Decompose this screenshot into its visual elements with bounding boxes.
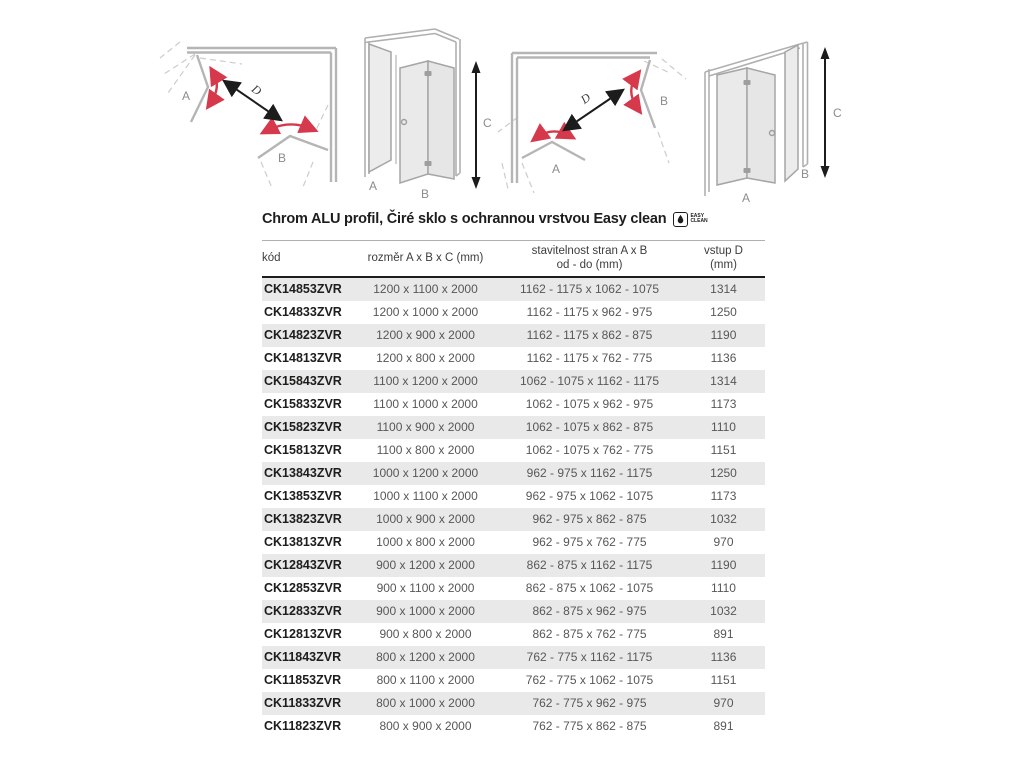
diagram-3d-left — [355, 24, 495, 209]
cell-code: CK15823ZVR — [264, 420, 342, 435]
cell-range: 762 - 775 x 962 - 975 — [532, 696, 647, 711]
cell-range: 862 - 875 x 762 - 775 — [532, 627, 647, 642]
cell-code: CK12843ZVR — [264, 558, 342, 573]
cell-entry: 891 — [713, 719, 734, 734]
table-row — [262, 646, 765, 669]
table-body — [262, 277, 765, 738]
table-row — [262, 416, 765, 439]
cell-range: 1162 - 1175 x 1062 - 1075 — [520, 282, 659, 297]
cell-range: 1162 - 1175 x 762 - 775 — [526, 351, 653, 366]
table-header-row — [262, 241, 765, 277]
label-d: D — [577, 90, 594, 107]
cell-range: 962 - 975 x 762 - 775 — [532, 535, 647, 550]
label-a: A — [182, 89, 191, 103]
table-row — [262, 393, 765, 416]
cell-size: 900 x 800 x 2000 — [379, 627, 472, 642]
cell-code: CK13813ZVR — [264, 535, 342, 550]
cell-size: 1000 x 1200 x 2000 — [372, 466, 479, 481]
cell-code: CK13843ZVR — [264, 466, 342, 481]
cell-size: 800 x 900 x 2000 — [379, 719, 472, 734]
cell-size: 1200 x 800 x 2000 — [376, 351, 475, 366]
product-table — [262, 240, 765, 738]
table-row — [262, 508, 765, 531]
label-a: A — [742, 191, 751, 205]
hinge-icon — [425, 71, 432, 76]
swing-arrow-a-icon — [536, 131, 570, 138]
col-header-size: rozměr A x B x C (mm) — [354, 241, 497, 277]
swing-dashes — [160, 42, 328, 188]
cell-code: CK13853ZVR — [264, 489, 342, 504]
walls — [512, 53, 657, 183]
label-c: C — [483, 116, 492, 130]
cell-code: CK15843ZVR — [264, 374, 342, 389]
cell-entry: 1032 — [710, 512, 737, 527]
cell-range: 762 - 775 x 1162 - 1175 — [526, 650, 653, 665]
cell-range: 862 - 875 x 962 - 975 — [532, 604, 647, 619]
cell-size: 900 x 1200 x 2000 — [376, 558, 475, 573]
label-b: B — [278, 151, 287, 165]
cell-entry: 1110 — [711, 420, 736, 435]
cell-size: 1000 x 1100 x 2000 — [373, 489, 478, 504]
cell-range: 962 - 975 x 862 - 875 — [532, 512, 647, 527]
cell-range: 962 - 975 x 1162 - 1175 — [526, 466, 653, 481]
cell-size: 800 x 1000 x 2000 — [376, 696, 475, 711]
entry-arrow-d-icon — [567, 92, 620, 128]
table-row — [262, 692, 765, 715]
cell-code: CK11833ZVR — [264, 696, 342, 711]
cell-entry: 1250 — [710, 466, 737, 481]
swing-arrow-a-icon — [210, 72, 217, 104]
table-row — [262, 531, 765, 554]
cell-size: 900 x 1000 x 2000 — [376, 604, 475, 619]
cell-code: CK11823ZVR — [264, 719, 342, 734]
cell-code: CK12853ZVR — [264, 581, 342, 596]
title-row — [262, 211, 782, 227]
cell-entry: 1151 — [710, 443, 737, 458]
label-a: A — [369, 179, 378, 193]
table-row — [262, 577, 765, 600]
table-row — [262, 277, 765, 301]
table-row — [262, 301, 765, 324]
table-row — [262, 324, 765, 347]
cell-entry: 1173 — [710, 397, 737, 412]
hinge-icon — [744, 168, 751, 173]
cell-entry: 1136 — [710, 650, 737, 665]
cell-size: 800 x 1100 x 2000 — [376, 673, 475, 688]
cell-size: 1100 x 1200 x 2000 — [373, 374, 478, 389]
cell-code: CK14833ZVR — [264, 305, 342, 320]
table-row — [262, 462, 765, 485]
water-drop-icon — [673, 212, 688, 227]
label-b: B — [421, 187, 430, 201]
door-a-bifold — [717, 68, 775, 185]
door-b-bifold — [400, 61, 454, 183]
cell-entry: 1136 — [710, 351, 737, 366]
cell-size: 1100 x 1000 x 2000 — [373, 397, 478, 412]
table-row — [262, 347, 765, 370]
cell-entry: 970 — [713, 535, 734, 550]
diagram-topview-right — [492, 33, 692, 201]
cell-code: CK15833ZVR — [264, 397, 342, 412]
cell-entry: 1314 — [710, 374, 737, 389]
easy-clean-badge — [673, 212, 707, 227]
cell-range: 1062 - 1075 x 762 - 775 — [525, 443, 654, 458]
cell-range: 1062 - 1075 x 962 - 975 — [525, 397, 654, 412]
cell-size: 1000 x 900 x 2000 — [376, 512, 475, 527]
hinge-icon — [425, 161, 432, 166]
cell-entry: 1190 — [710, 558, 737, 573]
cell-range: 862 - 875 x 1162 - 1175 — [526, 558, 653, 573]
easy-clean-text: EASY CLEAN — [690, 212, 708, 224]
cell-range: 762 - 775 x 1062 - 1075 — [525, 673, 654, 688]
label-d: D — [249, 81, 265, 99]
cell-size: 1100 x 800 x 2000 — [376, 443, 475, 458]
cell-entry: 1190 — [710, 328, 737, 343]
cell-entry: 1032 — [710, 604, 737, 619]
diagram-3d-right — [693, 22, 845, 210]
cell-code: CK14853ZVR — [264, 282, 342, 297]
col-header-range: stavitelnost stran A x B od - do (mm) — [497, 241, 682, 277]
door-a — [522, 142, 585, 160]
cell-size: 1200 x 1000 x 2000 — [372, 305, 479, 320]
cell-size: 1200 x 900 x 2000 — [376, 328, 475, 343]
cell-size: 900 x 1100 x 2000 — [376, 581, 475, 596]
door-b — [258, 136, 328, 158]
cell-entry: 1151 — [710, 673, 737, 688]
cell-entry: 970 — [713, 696, 734, 711]
door-a — [191, 55, 208, 122]
cell-entry: 1173 — [710, 489, 737, 504]
table-row — [262, 485, 765, 508]
col-header-entry: vstup D (mm) — [682, 241, 765, 277]
cell-code: CK14823ZVR — [264, 328, 342, 343]
cell-code: CK12833ZVR — [264, 604, 342, 619]
diagram-topview-left — [158, 30, 353, 192]
cell-size: 1000 x 800 x 2000 — [376, 535, 475, 550]
cell-code: CK11853ZVR — [264, 673, 342, 688]
cell-range: 1062 - 1075 x 862 - 875 — [525, 420, 654, 435]
height-arrow-c-icon — [821, 47, 830, 178]
door-a-panel — [369, 44, 391, 172]
cell-code: CK15813ZVR — [264, 443, 342, 458]
hinge-icon — [744, 80, 751, 85]
cell-range: 862 - 875 x 1062 - 1075 — [525, 581, 654, 596]
label-b: B — [660, 94, 669, 108]
cell-range: 962 - 975 x 1062 - 1075 — [525, 489, 654, 504]
swing-dashes — [498, 59, 686, 193]
swing-arrow-b-icon — [631, 75, 638, 109]
cell-size: 1100 x 900 x 2000 — [376, 420, 475, 435]
label-a: A — [552, 162, 561, 176]
cell-code: CK13823ZVR — [264, 512, 342, 527]
door-b-panel — [785, 45, 798, 181]
col-header-code: kód — [262, 241, 354, 277]
table-row — [262, 370, 765, 393]
cell-code: CK14813ZVR — [264, 351, 342, 366]
height-arrow-c-icon — [472, 61, 481, 189]
cell-range: 1162 - 1175 x 862 - 875 — [526, 328, 653, 343]
cell-code: CK11843ZVR — [264, 650, 342, 665]
table-row — [262, 554, 765, 577]
cell-code: CK12813ZVR — [264, 627, 342, 642]
door-b — [641, 60, 655, 128]
page-title: Chrom ALU profil, Čiré sklo s ochrannou vrstvou Easy clean — [262, 211, 667, 227]
cell-entry: 1110 — [711, 581, 736, 596]
cell-entry: 1314 — [710, 282, 737, 297]
cell-range: 1062 - 1075 x 1162 - 1175 — [520, 374, 659, 389]
cell-size: 800 x 1200 x 2000 — [376, 650, 475, 665]
cell-range: 762 - 775 x 862 - 875 — [532, 719, 647, 734]
cell-entry: 1250 — [710, 305, 737, 320]
table-row — [262, 669, 765, 692]
table-row — [262, 623, 765, 646]
cell-range: 1162 - 1175 x 962 - 975 — [526, 305, 653, 320]
swing-arrow-b-icon — [266, 124, 312, 131]
label-c: C — [833, 106, 842, 120]
table-row — [262, 715, 765, 738]
table-row — [262, 600, 765, 623]
cell-entry: 891 — [713, 627, 734, 642]
table-row — [262, 439, 765, 462]
cell-size: 1200 x 1100 x 2000 — [373, 282, 478, 297]
label-b: B — [801, 167, 810, 181]
